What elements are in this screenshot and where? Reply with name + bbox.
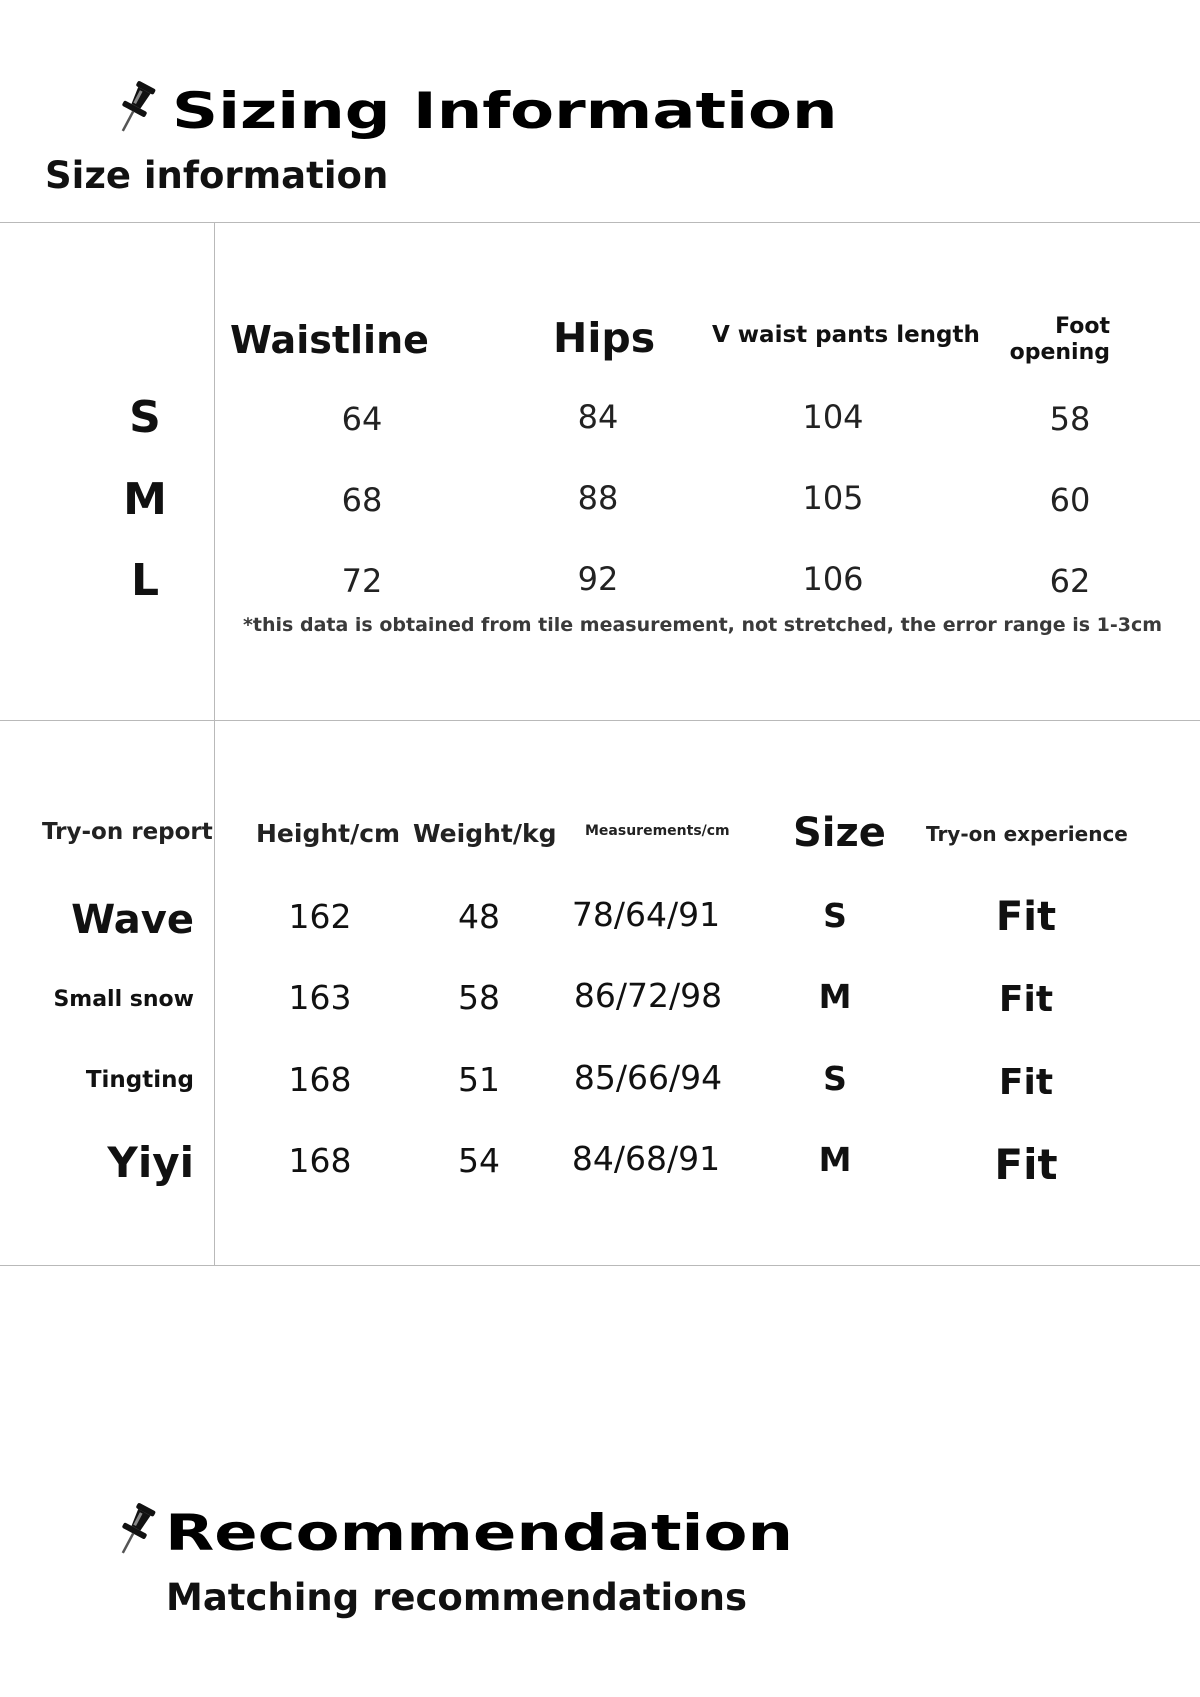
divider xyxy=(0,222,1200,223)
tryon-name: Yiyi xyxy=(107,1138,194,1187)
cell-waistline: 64 xyxy=(341,400,383,438)
header-length: V waist pants length xyxy=(712,322,980,348)
cell-measurements: 84/68/91 xyxy=(571,1139,721,1178)
cell-hips: 84 xyxy=(577,398,619,436)
cell-hips: 92 xyxy=(577,560,619,598)
measurement-note: *this data is obtained from tile measurement, not stretched, the error range is 1-3cm xyxy=(243,614,1163,636)
header-size: Size xyxy=(793,810,886,856)
sizing-title: Sizing Information xyxy=(172,82,838,140)
divider xyxy=(0,720,1200,721)
tryon-name: Tingting xyxy=(85,1067,194,1093)
pushpin-icon xyxy=(113,1502,157,1558)
cell-length: 106 xyxy=(802,560,864,598)
cell-weight: 58 xyxy=(458,978,500,1017)
header-waistline: Waistline xyxy=(230,318,429,362)
header-weight: Weight/kg xyxy=(413,819,557,848)
header-foot-line2: opening xyxy=(1009,340,1110,365)
cell-hips: 88 xyxy=(577,479,619,517)
cell-measurements: 85/66/94 xyxy=(573,1058,723,1097)
cell-weight: 54 xyxy=(458,1141,500,1180)
cell-foot: 60 xyxy=(1049,481,1091,519)
sizing-subtitle: Size information xyxy=(45,154,389,197)
cell-waistline: 68 xyxy=(341,481,383,519)
cell-experience: Fit xyxy=(994,1140,1058,1189)
cell-weight: 51 xyxy=(458,1060,500,1099)
cell-height: 168 xyxy=(288,1141,352,1180)
divider xyxy=(0,1265,1200,1266)
cell-size: M xyxy=(818,1140,852,1179)
size-label: L xyxy=(130,555,160,606)
cell-size: S xyxy=(823,1059,847,1098)
cell-experience: Fit xyxy=(995,894,1057,940)
cell-weight: 48 xyxy=(458,897,500,936)
cell-foot: 62 xyxy=(1049,562,1091,600)
tryon-name: Wave xyxy=(71,897,194,943)
cell-measurements: 78/64/91 xyxy=(571,895,721,934)
tryon-name: Small snow xyxy=(53,987,194,1012)
header-height: Height/cm xyxy=(256,819,401,848)
cell-foot: 58 xyxy=(1049,400,1091,438)
header-foot-line1: Foot xyxy=(1055,314,1110,339)
header-foot-opening xyxy=(1000,314,1110,366)
cell-measurements: 86/72/98 xyxy=(573,976,723,1015)
cell-waistline: 72 xyxy=(341,562,383,600)
size-label: M xyxy=(123,474,167,525)
cell-size: S xyxy=(823,896,847,935)
header-experience: Try-on experience xyxy=(926,822,1128,846)
cell-experience: Fit xyxy=(998,979,1054,1020)
cell-height: 163 xyxy=(288,978,352,1017)
cell-length: 104 xyxy=(802,398,864,436)
size-label: S xyxy=(129,392,161,443)
recommendation-subtitle: Matching recommendations xyxy=(166,1576,747,1619)
header-hips: Hips xyxy=(553,314,656,362)
recommendation-title: Recommendation xyxy=(165,1504,793,1562)
pushpin-icon xyxy=(113,80,157,136)
cell-size: M xyxy=(818,977,852,1016)
cell-height: 162 xyxy=(288,897,352,936)
column-divider xyxy=(214,222,215,1265)
cell-experience: Fit xyxy=(998,1062,1054,1103)
cell-length: 105 xyxy=(802,479,864,517)
header-tryon-report: Try-on report xyxy=(42,819,213,845)
cell-height: 168 xyxy=(288,1060,352,1099)
header-measurements: Measurements/cm xyxy=(585,823,730,839)
